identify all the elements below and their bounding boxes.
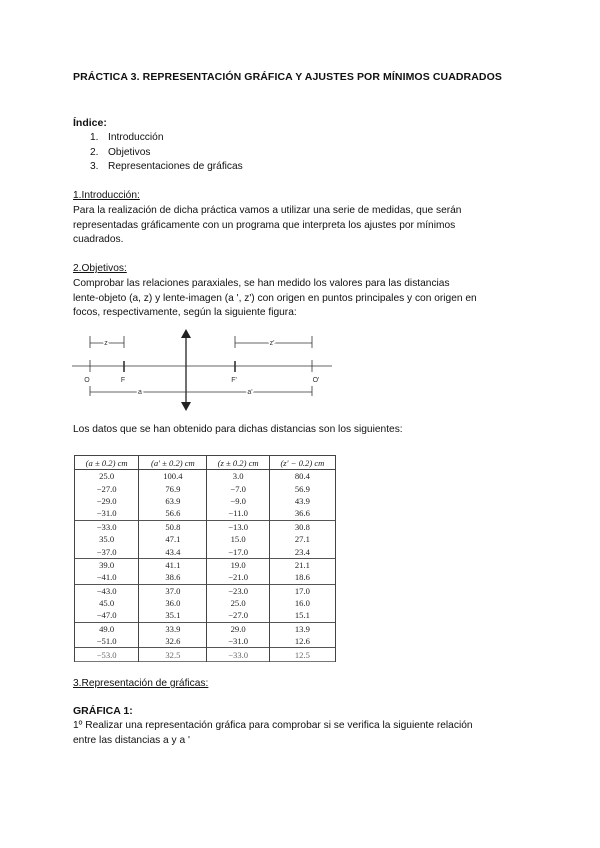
label-O-prime: O' [312,377,320,384]
lens-diagram [72,328,334,412]
arrow-down-icon [181,402,191,411]
table-row: 25.0 100.4 3.0 80.4 [75,470,336,483]
table-row: −47.0 35.1 −27.0 15.1 [75,609,336,622]
page-title: PRÁCTICA 3. REPRESENTACIÓN GRÁFICA Y AJUSTES POR MÍNIMOS CUADRADOS [73,71,502,83]
index-item: 2. Objetivos [90,146,151,158]
label-O: O [84,377,90,384]
section-heading-intro: 1.Introducción: [73,190,140,201]
column-header: (z' − 0.2) cm [269,456,335,470]
objectives-paragraph: Comprobar las relaciones paraxiales, se han medido los valores para las distancias lente-objeto (a, z) y lente-imagen (a ', z') con origen en puntos principales y con origen en focos, respectivamente, según la siguiente figura: [73,278,477,319]
table-row: −53.0 32.5 −33.0 12.5 [75,648,336,661]
index-list [90,131,243,175]
index-heading: Índice: [73,117,107,129]
column-header: (z ± 0.2) cm [207,456,269,470]
table-row: 45.0 36.0 25.0 16.0 [75,597,336,609]
table-row: 35.0 47.1 15.0 27.1 [75,533,336,545]
graph1-heading: GRÁFICA 1: [73,705,133,717]
label-F: F [120,377,126,384]
label-a: a [138,389,142,396]
measurements-table [74,455,336,662]
table-row: −31.0 56.6 −11.0 36.6 [75,507,336,520]
index-item: 3. Representaciones de gráficas [90,161,243,173]
data-intro: Los datos que se han obtenido para dichas distancias son los siguientes: [73,424,403,435]
intro-paragraph: Para la realización de dicha práctica vamos a utilizar una serie de medidas, que serán representadas gráficamente con un programa que interpreta los ajustes por mínimos cuadrados. [73,205,462,246]
table-row: −51.0 32.6 −31.0 12.6 [75,635,336,648]
arrow-up-icon [181,329,191,338]
table-row: 39.0 41.1 19.0 21.1 [75,558,336,571]
column-header: (a' ± 0.2) cm [139,456,207,470]
label-a-prime: a' [247,389,253,396]
table-row: 49.0 33.9 29.0 13.9 [75,622,336,635]
table-header-row [75,456,336,470]
table-row: −27.0 76.9 −7.0 56.9 [75,482,336,494]
table-row: −33.0 50.8 −13.0 30.8 [75,520,336,533]
table-row: −29.0 63.9 −9.0 43.9 [75,495,336,507]
table-row: −37.0 43.4 −17.0 23.4 [75,545,336,558]
section-heading-graphs: 3.Representación de gráficas: [73,678,209,689]
table-row: −41.0 38.6 −21.0 18.6 [75,571,336,584]
index-item: 1. Introducción [90,132,164,143]
label-z-prime: z' [269,340,275,347]
column-header: (a ± 0.2) cm [75,456,139,470]
section-heading-objectives: 2.Objetivos: [73,263,127,274]
graph1-paragraph: 1º Realizar una representación gráfica para comprobar si se verifica la siguiente relación entre las distancias a y a ' [73,720,473,746]
table-row: −43.0 37.0 −23.0 17.0 [75,584,336,597]
label-z: z [104,340,108,347]
label-F-prime: F' [231,377,237,384]
